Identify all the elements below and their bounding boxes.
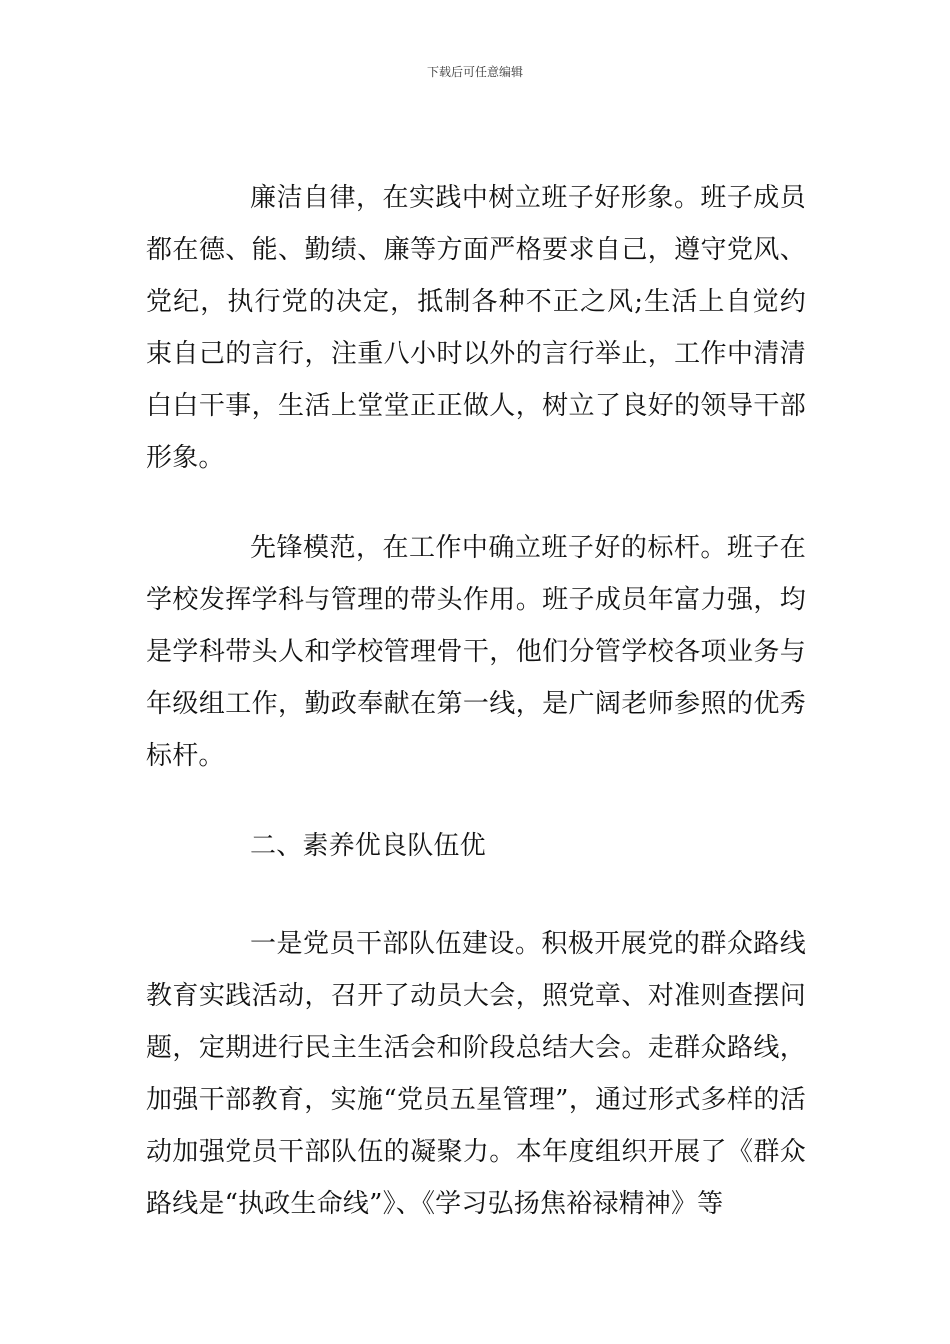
paragraph-integrity: 廉洁自律，在实践中树立班子好形象。班子成员都在德、能、勤绩、廉等方面严格要求自己，遵守党风、党纪，执行党的决定，抵制各种不正之风;生活上自觉约束自己的言行，注重八小时以外的言行举止，工作中清清白白干事，生活上堂堂正正做人，树立了良好的领导干部形象。: [146, 183, 806, 473]
paragraph-vanguard: 先锋模范，在工作中确立班子好的标杆。班子在学校发挥学科与管理的带头作用。班子成员年富力强，均是学科带头人和学校管理骨干，他们分管学校各项业务与年级组工作，勤政奉献在第一线，是广阔老师参照的优秀标杆。: [146, 533, 806, 771]
paragraph-party-cadre: 一是党员干部队伍建设。积极开展党的群众路线教育实践活动，召开了动员大会，照党章、对准则查摆问题，定期进行民主生活会和阶段总结大会。走群众路线，加强干部教育，实施“党员五星管理”，通过形式多样的活动加强党员干部队伍的凝聚力。本年度组织开展了《群众路线是“执政生命线”》、《学习弘扬焦裕禄精神》等: [146, 929, 806, 1219]
page-header-note: 下载后可任意编辑: [426, 65, 523, 79]
section-heading: 二、素养优良队伍优: [250, 831, 486, 861]
